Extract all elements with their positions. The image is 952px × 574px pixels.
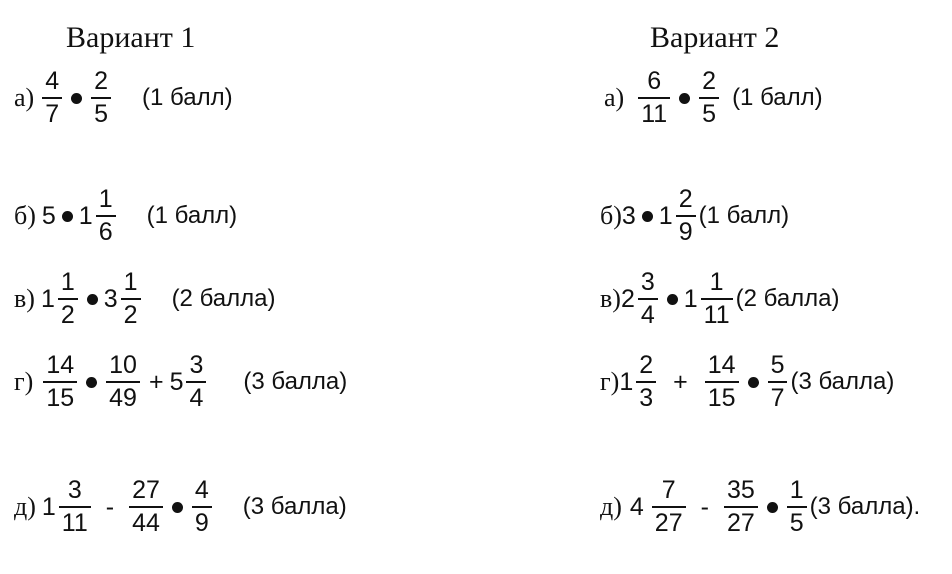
numerator: 5 bbox=[770, 350, 785, 379]
fraction bbox=[787, 477, 807, 538]
denominator: 5 bbox=[702, 100, 717, 128]
numerator: 10 bbox=[109, 350, 137, 379]
numerator: 14 bbox=[707, 350, 736, 379]
task-label: б) bbox=[600, 201, 622, 230]
numerator: 2 bbox=[639, 350, 654, 379]
fraction bbox=[701, 269, 733, 330]
whole-number: 1 bbox=[683, 284, 698, 313]
whole-number: 1 bbox=[658, 201, 673, 230]
v2-task-b bbox=[600, 176, 789, 256]
denominator: 6 bbox=[98, 218, 113, 246]
points-label: (2 балла) bbox=[735, 285, 840, 312]
v2-task-d bbox=[600, 467, 920, 547]
whole-number: 1 bbox=[619, 367, 634, 396]
numerator: 4 bbox=[45, 66, 60, 95]
points-label: (3 балла). bbox=[809, 493, 921, 520]
denominator: 2 bbox=[60, 301, 75, 329]
denominator: 15 bbox=[46, 384, 75, 412]
points-label: (3 балла) bbox=[243, 368, 348, 395]
whole-number: 1 bbox=[41, 492, 56, 521]
whole-number: 4 bbox=[629, 492, 644, 521]
fraction bbox=[636, 352, 656, 413]
points-label: (1 балл) bbox=[146, 202, 238, 229]
fraction bbox=[699, 68, 719, 129]
fraction bbox=[192, 477, 212, 538]
fraction bbox=[768, 352, 788, 413]
numerator: 6 bbox=[647, 66, 662, 95]
multiply-dot-icon bbox=[767, 502, 778, 513]
numerator: 3 bbox=[67, 475, 82, 504]
points-label: (3 балла) bbox=[790, 368, 895, 395]
fraction bbox=[96, 186, 116, 247]
plus-sign: + bbox=[673, 367, 688, 396]
multiply-dot-icon bbox=[71, 93, 82, 104]
whole-number: 5 bbox=[41, 201, 56, 230]
multiply-dot-icon bbox=[679, 93, 690, 104]
numerator: 1 bbox=[709, 267, 724, 296]
denominator: 11 bbox=[641, 100, 668, 128]
numerator: 3 bbox=[189, 350, 204, 379]
fraction bbox=[638, 269, 658, 330]
numerator: 27 bbox=[132, 475, 160, 504]
multiply-dot-icon bbox=[172, 502, 183, 513]
numerator: 1 bbox=[60, 267, 75, 296]
whole-number: 1 bbox=[40, 284, 55, 313]
numerator: 2 bbox=[702, 66, 717, 95]
multiply-dot-icon bbox=[667, 294, 678, 305]
fraction bbox=[652, 477, 686, 538]
denominator: 4 bbox=[640, 301, 655, 329]
numerator: 2 bbox=[678, 184, 693, 213]
denominator: 7 bbox=[770, 384, 785, 412]
fraction bbox=[129, 477, 163, 538]
fraction bbox=[676, 186, 696, 247]
fraction bbox=[724, 477, 758, 538]
variant-1-title: Вариант 1 bbox=[66, 21, 196, 54]
v1-task-b bbox=[14, 176, 237, 256]
denominator: 11 bbox=[703, 301, 730, 329]
fraction bbox=[43, 352, 77, 413]
v2-task-g bbox=[600, 342, 894, 422]
fraction bbox=[91, 68, 111, 129]
task-label: д) bbox=[14, 492, 36, 521]
whole-number: 3 bbox=[103, 284, 118, 313]
denominator: 4 bbox=[189, 384, 204, 412]
numerator: 2 bbox=[94, 66, 109, 95]
fraction bbox=[638, 68, 670, 129]
numerator: 35 bbox=[726, 475, 755, 504]
fraction bbox=[186, 352, 206, 413]
task-label: а) bbox=[604, 83, 625, 112]
minus-sign: - bbox=[700, 492, 709, 521]
numerator: 14 bbox=[46, 350, 75, 379]
multiply-dot-icon bbox=[748, 377, 759, 388]
v1-task-d bbox=[14, 467, 347, 547]
denominator: 5 bbox=[94, 100, 109, 128]
numerator: 1 bbox=[789, 475, 804, 504]
points-label: (1 балл) bbox=[698, 202, 790, 229]
points-label: (1 балл) bbox=[142, 84, 233, 111]
fraction bbox=[42, 68, 62, 129]
task-label: в) bbox=[14, 284, 35, 313]
fraction bbox=[705, 352, 739, 413]
fraction bbox=[59, 477, 91, 538]
v1-task-a bbox=[14, 58, 233, 138]
task-label: г) bbox=[14, 367, 34, 396]
task-label: г) bbox=[600, 367, 620, 396]
fraction bbox=[58, 269, 78, 330]
numerator: 3 bbox=[640, 267, 655, 296]
task-label: б) bbox=[14, 201, 36, 230]
points-label: (2 балла) bbox=[171, 285, 276, 312]
denominator: 49 bbox=[109, 384, 137, 412]
denominator: 44 bbox=[132, 509, 160, 537]
multiply-dot-icon bbox=[642, 211, 653, 222]
whole-number: 1 bbox=[78, 201, 93, 230]
fraction bbox=[106, 352, 140, 413]
v1-task-g bbox=[14, 342, 347, 422]
denominator: 27 bbox=[654, 509, 683, 537]
task-label: а) bbox=[14, 83, 35, 112]
denominator: 3 bbox=[639, 384, 654, 412]
denominator: 11 bbox=[61, 509, 88, 537]
plus-sign: + bbox=[148, 367, 164, 396]
v2-task-v bbox=[600, 259, 840, 339]
v2-task-a bbox=[604, 58, 823, 138]
denominator: 2 bbox=[123, 301, 138, 329]
numerator: 1 bbox=[98, 184, 113, 213]
fraction bbox=[121, 269, 141, 330]
variant-2-title: Вариант 2 bbox=[650, 21, 780, 54]
denominator: 5 bbox=[789, 509, 804, 537]
denominator: 7 bbox=[45, 100, 60, 128]
whole-number: 3 bbox=[621, 201, 636, 230]
numerator: 7 bbox=[661, 475, 676, 504]
v1-task-v bbox=[14, 259, 275, 339]
whole-number: 2 bbox=[620, 284, 635, 313]
multiply-dot-icon bbox=[62, 211, 73, 222]
minus-sign: - bbox=[105, 492, 115, 521]
numerator: 1 bbox=[123, 267, 138, 296]
denominator: 27 bbox=[726, 509, 755, 537]
whole-number: 5 bbox=[169, 367, 184, 396]
points-label: (3 балла) bbox=[242, 493, 347, 520]
task-label: д) bbox=[600, 492, 622, 521]
numerator: 4 bbox=[194, 475, 209, 504]
multiply-dot-icon bbox=[86, 377, 97, 388]
multiply-dot-icon bbox=[87, 294, 98, 305]
task-label: в) bbox=[600, 284, 621, 313]
denominator: 15 bbox=[707, 384, 736, 412]
points-label: (1 балл) bbox=[732, 84, 823, 111]
denominator: 9 bbox=[194, 509, 209, 537]
denominator: 9 bbox=[678, 218, 693, 246]
